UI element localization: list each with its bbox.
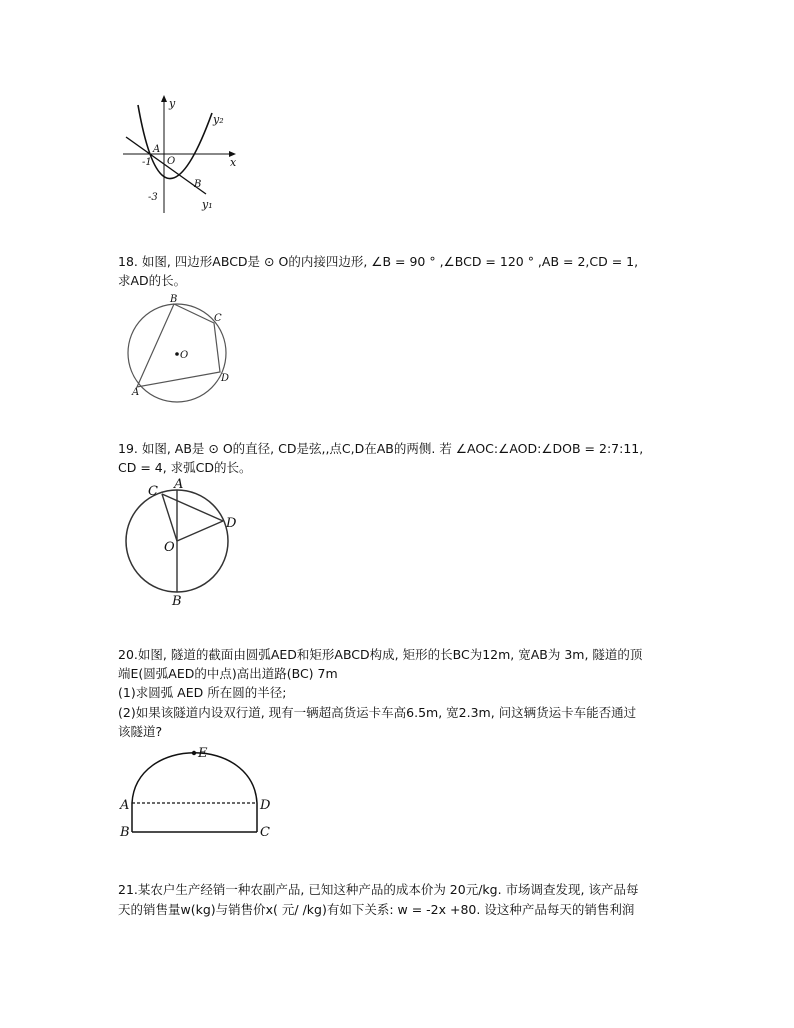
q21-line-2: 天的销售量w(kg)与销售价x( 元/ /kg)有如下关系: w = -2x +80. 设这种产品每天的销售利润	[118, 902, 635, 917]
q19-chord-cd	[162, 494, 223, 521]
q20-label-b: B	[120, 825, 130, 840]
q18-line-2: 求AD的长。	[118, 273, 187, 288]
q20-arc-aed	[132, 753, 257, 803]
q19-label-b: B	[172, 594, 182, 609]
point-a-label: A	[153, 144, 161, 155]
q20-line-1: 20.如图, 隧道的截面由圆弧AED和矩形ABCD构成, 矩形的长BC为12m, 宽AB为 3m, 隧道的顶	[118, 647, 643, 662]
q18-line-1: 18. 如图, 四边形ABCD是 ⊙ O的内接四边形, ∠B = 90 ° ,∠BCD = 120 ° ,AB = 2,CD = 1,	[118, 254, 639, 269]
q19-label-c: C	[148, 484, 158, 499]
q20-label-e: E	[198, 746, 208, 761]
q19-radius-od	[177, 521, 223, 541]
q20-line-2: 端E(圆弧AED的中点)高出道路(BC) 7m	[118, 666, 338, 681]
q18-center-dot	[175, 352, 179, 356]
parabola-line-figure	[118, 95, 243, 215]
y-axis-arrow	[161, 95, 167, 102]
y-axis-label: y	[169, 97, 176, 110]
q21-line-1: 21.某农户生产经销一种农副产品, 已知这种产品的成本价为 20元/kg. 市场调查发现, 该产品每	[118, 882, 639, 897]
q19-line-2: CD = 4, 求弧CD的长。	[118, 460, 252, 475]
q20-tunnel-figure	[118, 745, 278, 845]
q20-label-c: C	[260, 825, 270, 840]
q20-line-3: (1)求圆弧 AED 所在圆的半径;	[118, 685, 287, 700]
q19-label-a: A	[174, 477, 184, 492]
q20-label-d: D	[260, 798, 271, 813]
q19-circle-figure	[120, 476, 260, 611]
point-b-label: B	[194, 179, 202, 190]
q20-line-5: 该隧道?	[118, 724, 163, 739]
y2-label: y₂	[213, 113, 224, 126]
x-axis-label: x	[230, 156, 237, 169]
q20-label-a: A	[120, 798, 130, 813]
q18-label-c: C	[214, 313, 222, 324]
q18-label-a: A	[132, 387, 140, 398]
q18-label-d: D	[221, 373, 230, 384]
q18-label-b: B	[170, 294, 178, 305]
q20-point-e	[192, 751, 196, 755]
minus-three-label: -3	[148, 192, 158, 203]
origin-label: O	[167, 156, 176, 167]
q20-line-4: (2)如果该隧道内设双行道, 现有一辆超高货运卡车高6.5m, 宽2.3m, 问这辆货运卡车能否通过	[118, 705, 637, 720]
minus-one-label: -1	[142, 157, 152, 168]
q19-radius-oc	[162, 494, 177, 541]
y1-label: y₁	[202, 198, 213, 211]
q18-quadrilateral-abcd	[137, 304, 220, 387]
q18-circle-figure	[120, 293, 240, 403]
q19-line-1: 19. 如图, AB是 ⊙ O的直径, CD是弦,,点C,D在AB的两侧. 若 ∠AOC:∠AOD:∠DOB = 2:7:11,	[118, 441, 644, 456]
q19-label-d: D	[226, 516, 237, 531]
q18-label-o: O	[180, 350, 189, 361]
q19-label-o: O	[164, 540, 175, 555]
